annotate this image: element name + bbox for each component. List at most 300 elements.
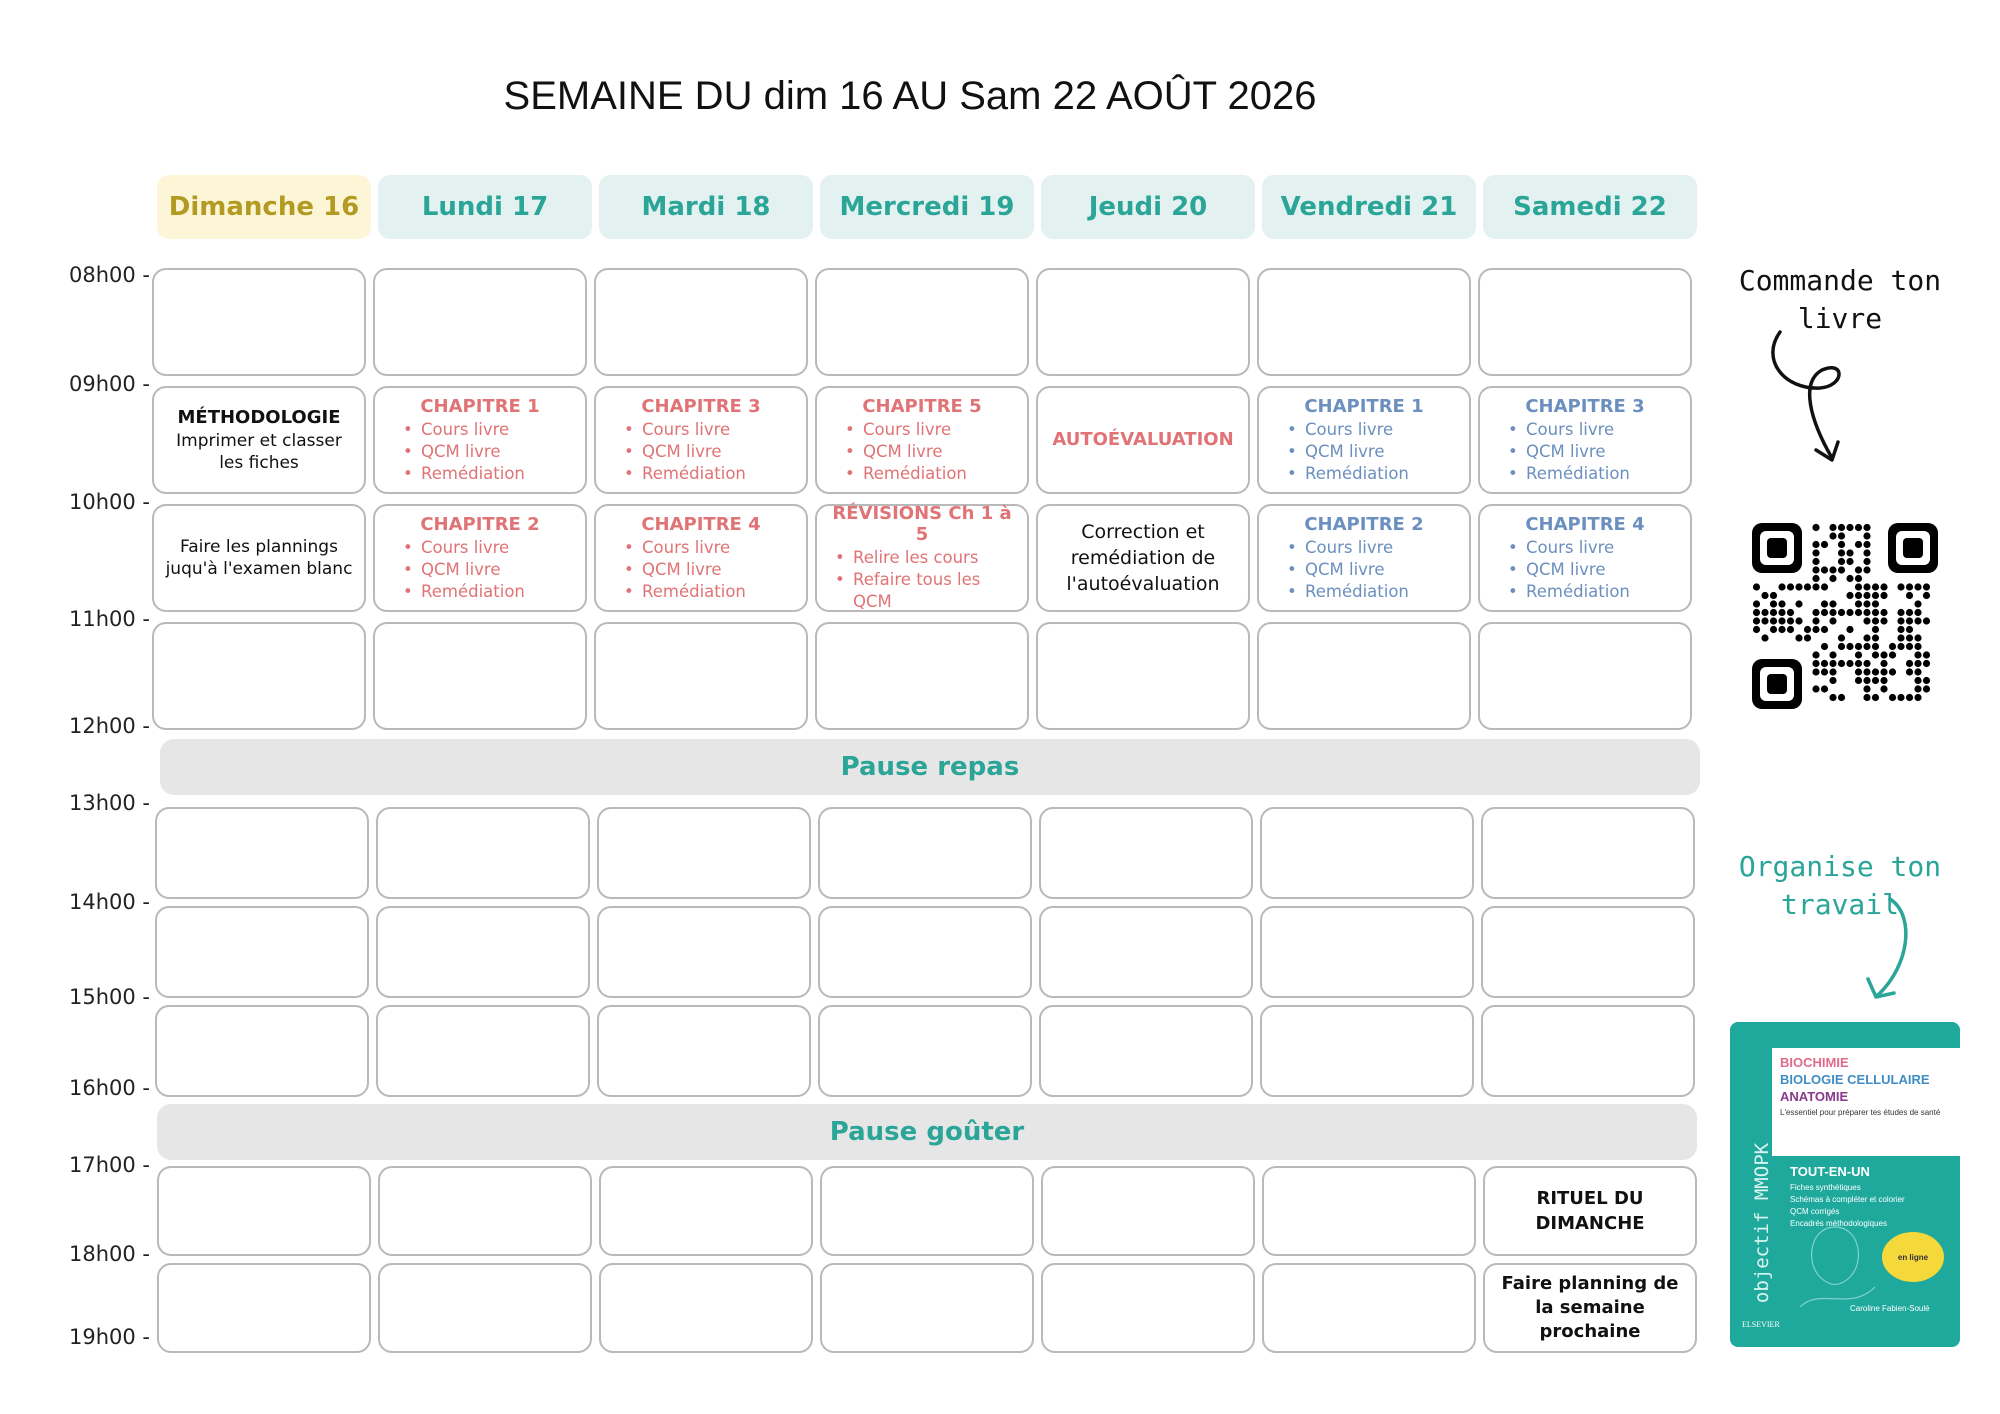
qr-module	[1812, 541, 1819, 548]
slot-monday-17h[interactable]	[378, 1166, 592, 1256]
qr-module	[1829, 651, 1836, 658]
qr-module	[1778, 617, 1785, 624]
slot-tuesday-10h[interactable]	[594, 504, 808, 612]
qr-module	[1872, 626, 1879, 633]
qr-module	[1829, 668, 1836, 675]
qr-module	[1863, 617, 1870, 624]
qr-module	[1872, 583, 1879, 590]
qr-module	[1855, 524, 1862, 531]
slot-text: Imprimer et classer les fiches	[176, 430, 342, 473]
slot-tuesday-14h[interactable]	[597, 906, 811, 998]
slot-thursday-09h[interactable]	[1036, 386, 1250, 494]
qr-module	[1906, 643, 1913, 650]
qr-module	[1821, 583, 1828, 590]
time-label: 08h00 -	[68, 263, 150, 287]
qr-module	[1914, 668, 1921, 675]
qr-module	[1812, 660, 1819, 667]
qr-module	[1770, 609, 1777, 616]
slot-friday-10h[interactable]	[1257, 504, 1471, 612]
day-header-tuesday: Mardi 18	[599, 175, 813, 239]
qr-module	[1863, 583, 1870, 590]
qr-module	[1872, 609, 1879, 616]
slot-tuesday-13h[interactable]	[597, 807, 811, 899]
time-label: 15h00 -	[68, 985, 150, 1009]
slot-saturday-14h[interactable]	[1481, 906, 1695, 998]
book-tagline: L'essentiel pour préparer tes études de santé	[1780, 1108, 1941, 1117]
qr-module	[1812, 524, 1819, 531]
slot-sunday-14h[interactable]	[155, 906, 369, 998]
slot-sunday-15h[interactable]	[155, 1005, 369, 1097]
qr-module	[1761, 609, 1768, 616]
slot-friday-17h[interactable]	[1262, 1166, 1476, 1256]
day-header-friday: Vendredi 21	[1262, 175, 1476, 239]
slot-saturday-15h[interactable]	[1481, 1005, 1695, 1097]
qr-module	[1863, 532, 1870, 539]
slot-friday-14h[interactable]	[1260, 906, 1474, 998]
slot-saturday-10h[interactable]	[1478, 504, 1692, 612]
qr-module	[1838, 532, 1845, 539]
book-cover[interactable]	[1730, 1022, 1960, 1347]
qr-module	[1829, 524, 1836, 531]
slot-monday-14h[interactable]	[376, 906, 590, 998]
task-item: • QCM livre	[403, 441, 575, 463]
qr-module	[1761, 617, 1768, 624]
task-item: • Relire les cours	[835, 547, 1017, 569]
lunch-break-bar: Pause repas	[160, 739, 1700, 795]
qr-module	[1770, 626, 1777, 633]
qr-module	[1846, 660, 1853, 667]
qr-code-icon[interactable]	[1752, 523, 1938, 709]
qr-module	[1889, 668, 1896, 675]
slot-title: CHAPITRE 2	[420, 513, 540, 535]
qr-module	[1863, 694, 1870, 701]
qr-module	[1855, 677, 1862, 684]
curly-arrow-icon	[1760, 330, 1870, 465]
qr-module	[1906, 617, 1913, 624]
qr-module	[1897, 609, 1904, 616]
time-label: 17h00 -	[68, 1153, 150, 1177]
slot-title: CHAPITRE 1	[1304, 395, 1424, 417]
slot-saturday-18h[interactable]	[1483, 1263, 1697, 1353]
slot-monday-13h[interactable]	[376, 807, 590, 899]
qr-module	[1821, 566, 1828, 573]
page-title: SEMAINE DU dim 16 AU Sam 22 AOÛT 2026	[503, 74, 1317, 118]
task-item: • Remédiation	[624, 581, 796, 603]
slot-sunday-09h[interactable]	[152, 386, 366, 494]
qr-module	[1778, 600, 1785, 607]
qr-module	[1855, 575, 1862, 582]
slot-wednesday-09h[interactable]	[815, 386, 1029, 494]
qr-module	[1923, 592, 1930, 599]
qr-module	[1778, 583, 1785, 590]
slot-thursday-13h[interactable]	[1039, 807, 1253, 899]
qr-module	[1753, 583, 1760, 590]
task-item: • Remédiation	[1287, 463, 1459, 485]
slot-monday-09h[interactable]	[373, 386, 587, 494]
slot-title: CHAPITRE 5	[862, 395, 982, 417]
qr-module	[1846, 626, 1853, 633]
qr-module	[1846, 643, 1853, 650]
qr-module	[1812, 668, 1819, 675]
qr-module	[1897, 634, 1904, 641]
qr-module	[1838, 609, 1845, 616]
slot-thursday-15h[interactable]	[1039, 1005, 1253, 1097]
qr-module	[1923, 660, 1930, 667]
qr-module	[1855, 609, 1862, 616]
snack-break-bar: Pause goûter	[157, 1104, 1697, 1160]
qr-module	[1855, 566, 1862, 573]
qr-module	[1838, 541, 1845, 548]
slot-title: CHAPITRE 1	[420, 395, 540, 417]
task-item: • QCM livre	[403, 559, 575, 581]
qr-module	[1906, 609, 1913, 616]
book-publisher: ELSEVIER	[1742, 1320, 1780, 1329]
qr-module	[1897, 583, 1904, 590]
qr-module	[1906, 694, 1913, 701]
qr-module	[1829, 566, 1836, 573]
qr-module	[1761, 634, 1768, 641]
slot-wednesday-11h[interactable]	[815, 622, 1029, 730]
task-item: • Cours livre	[1508, 419, 1680, 441]
time-label: 13h00 -	[68, 791, 150, 815]
slot-text: Faire les plannings juqu'à l'examen blanc	[165, 537, 353, 579]
qr-module	[1872, 668, 1879, 675]
time-label: 09h00 -	[68, 372, 150, 396]
time-label: 12h00 -	[68, 714, 150, 738]
qr-module	[1838, 634, 1845, 641]
qr-module	[1855, 583, 1862, 590]
qr-module	[1846, 524, 1853, 531]
task-item: • Remédiation	[403, 463, 575, 485]
slot-sunday-18h[interactable]	[157, 1263, 371, 1353]
day-header-saturday: Samedi 22	[1483, 175, 1697, 239]
task-item: • Remédiation	[1508, 581, 1680, 603]
slot-wednesday-08h[interactable]	[815, 268, 1029, 376]
qr-module	[1863, 609, 1870, 616]
task-item: • Cours livre	[845, 419, 1017, 441]
qr-module	[1889, 643, 1896, 650]
qr-module	[1897, 617, 1904, 624]
slot-thursday-11h[interactable]	[1036, 622, 1250, 730]
slot-friday-13h[interactable]	[1260, 807, 1474, 899]
qr-module	[1914, 677, 1921, 684]
qr-module	[1804, 583, 1811, 590]
slot-friday-15h[interactable]	[1260, 1005, 1474, 1097]
qr-module	[1872, 677, 1879, 684]
qr-module	[1863, 549, 1870, 556]
qr-module	[1872, 694, 1879, 701]
qr-module	[1846, 558, 1853, 565]
qr-module	[1778, 626, 1785, 633]
task-item: • QCM livre	[845, 441, 1017, 463]
qr-module	[1795, 617, 1802, 624]
slot-tuesday-17h[interactable]	[599, 1166, 813, 1256]
qr-module	[1812, 609, 1819, 616]
qr-module	[1872, 643, 1879, 650]
qr-module	[1872, 600, 1879, 607]
qr-module	[1880, 583, 1887, 590]
qr-module	[1753, 626, 1760, 633]
qr-module	[1863, 592, 1870, 599]
slot-friday-08h[interactable]	[1257, 268, 1471, 376]
qr-module	[1795, 600, 1802, 607]
task-item: • Remédiation	[1287, 581, 1459, 603]
book-subject: BIOLOGIE CELLULAIRE	[1780, 1072, 1930, 1087]
task-item: • Cours livre	[403, 419, 575, 441]
slot-sunday-08h[interactable]	[152, 268, 366, 376]
qr-module	[1880, 685, 1887, 692]
slot-saturday-11h[interactable]	[1478, 622, 1692, 730]
slot-monday-08h[interactable]	[373, 268, 587, 376]
qr-module	[1829, 617, 1836, 624]
qr-module	[1863, 660, 1870, 667]
qr-module	[1821, 600, 1828, 607]
qr-module	[1906, 592, 1913, 599]
qr-module	[1880, 651, 1887, 658]
slot-thursday-08h[interactable]	[1036, 268, 1250, 376]
slot-monday-15h[interactable]	[376, 1005, 590, 1097]
qr-module	[1906, 583, 1913, 590]
qr-module	[1863, 558, 1870, 565]
qr-module	[1821, 660, 1828, 667]
qr-module	[1753, 600, 1760, 607]
qr-module	[1872, 634, 1879, 641]
slot-tuesday-15h[interactable]	[597, 1005, 811, 1097]
qr-module	[1846, 575, 1853, 582]
qr-module	[1914, 643, 1921, 650]
slot-monday-18h[interactable]	[378, 1263, 592, 1353]
task-item: • Remédiation	[845, 463, 1017, 485]
task-item: • Remédiation	[1508, 463, 1680, 485]
qr-module	[1914, 583, 1921, 590]
qr-module	[1838, 694, 1845, 701]
qr-module	[1812, 549, 1819, 556]
slot-tuesday-09h[interactable]	[594, 386, 808, 494]
time-label: 18h00 -	[68, 1242, 150, 1266]
slot-title: RÉVISIONS Ch 1 à 5	[832, 503, 1012, 545]
qr-module	[1812, 566, 1819, 573]
qr-module	[1880, 677, 1887, 684]
slot-monday-11h[interactable]	[373, 622, 587, 730]
slot-tuesday-08h[interactable]	[594, 268, 808, 376]
qr-module	[1812, 626, 1819, 633]
slot-title: CHAPITRE 3	[1525, 395, 1645, 417]
task-item: • Cours livre	[1287, 419, 1459, 441]
qr-module	[1872, 617, 1879, 624]
order-book-label: Commande ton livre	[1738, 264, 1942, 335]
book-feature: Encadrés méthodologiques	[1790, 1219, 1887, 1228]
qr-module	[1829, 694, 1836, 701]
slot-thursday-17h[interactable]	[1041, 1166, 1255, 1256]
slot-wednesday-17h[interactable]	[820, 1166, 1034, 1256]
organise-work-label: Organise ton travail	[1738, 850, 1942, 921]
task-item: • QCM livre	[624, 559, 796, 581]
qr-module	[1821, 643, 1828, 650]
day-header-monday: Lundi 17	[378, 175, 592, 239]
qr-module	[1795, 583, 1802, 590]
qr-module	[1880, 660, 1887, 667]
qr-module	[1838, 660, 1845, 667]
slot-wednesday-14h[interactable]	[818, 906, 1032, 998]
slot-tuesday-18h[interactable]	[599, 1263, 813, 1353]
task-item: • Cours livre	[1508, 537, 1680, 559]
slot-wednesday-15h[interactable]	[818, 1005, 1032, 1097]
qr-module	[1914, 651, 1921, 658]
slot-wednesday-18h[interactable]	[820, 1263, 1034, 1353]
qr-module	[1829, 609, 1836, 616]
qr-module	[1863, 677, 1870, 684]
qr-module	[1863, 541, 1870, 548]
qr-module	[1914, 609, 1921, 616]
qr-module	[1829, 532, 1836, 539]
qr-module	[1906, 634, 1913, 641]
qr-module	[1863, 668, 1870, 675]
qr-module	[1923, 685, 1930, 692]
qr-module	[1804, 634, 1811, 641]
slot-wednesday-13h[interactable]	[818, 807, 1032, 899]
slot-sunday-13h[interactable]	[155, 807, 369, 899]
task-item: • Cours livre	[624, 537, 796, 559]
day-header-thursday: Jeudi 20	[1041, 175, 1255, 239]
qr-module	[1897, 626, 1904, 633]
time-label: 11h00 -	[68, 607, 150, 631]
qr-module	[1787, 609, 1794, 616]
slot-saturday-13h[interactable]	[1481, 807, 1695, 899]
qr-module	[1821, 541, 1828, 548]
slot-sunday-11h[interactable]	[152, 622, 366, 730]
qr-module	[1821, 609, 1828, 616]
qr-module	[1906, 668, 1913, 675]
slot-title: AUTOÉVALUATION	[1052, 428, 1234, 450]
qr-module	[1770, 617, 1777, 624]
qr-module	[1855, 541, 1862, 548]
book-feature: Schémas à compléter et colorier	[1790, 1195, 1905, 1204]
slot-thursday-18h[interactable]	[1041, 1263, 1255, 1353]
slot-title: CHAPITRE 4	[641, 513, 761, 535]
qr-module	[1872, 592, 1879, 599]
qr-module	[1838, 566, 1845, 573]
qr-module	[1787, 617, 1794, 624]
slot-friday-11h[interactable]	[1257, 622, 1471, 730]
qr-module	[1787, 583, 1794, 590]
qr-module	[1855, 600, 1862, 607]
slot-title: CHAPITRE 4	[1525, 513, 1645, 535]
qr-module	[1880, 617, 1887, 624]
task-item: • QCM livre	[1508, 441, 1680, 463]
qr-module	[1863, 634, 1870, 641]
slot-text: Correction et remédiation de l'autoévaluation	[1066, 521, 1220, 595]
task-item: • Remédiation	[624, 463, 796, 485]
qr-module	[1914, 685, 1921, 692]
book-subject: ANATOMIE	[1780, 1089, 1849, 1104]
qr-module	[1846, 549, 1853, 556]
qr-module	[1880, 668, 1887, 675]
time-label: 10h00 -	[68, 490, 150, 514]
task-item: • QCM livre	[624, 441, 796, 463]
qr-module	[1770, 600, 1777, 607]
qr-module	[1804, 626, 1811, 633]
day-header-sunday: Dimanche 16	[157, 175, 371, 239]
task-item: • Cours livre	[624, 419, 796, 441]
qr-module	[1795, 634, 1802, 641]
qr-module	[1880, 592, 1887, 599]
qr-module	[1829, 660, 1836, 667]
time-label: 14h00 -	[68, 890, 150, 914]
qr-module	[1812, 685, 1819, 692]
book-subject: BIOCHIMIE	[1780, 1055, 1849, 1070]
qr-module	[1829, 600, 1836, 607]
book-feature: QCM corrigés	[1790, 1207, 1840, 1216]
qr-module	[1889, 694, 1896, 701]
qr-module	[1923, 583, 1930, 590]
qr-module	[1855, 651, 1862, 658]
qr-module	[1872, 651, 1879, 658]
qr-module	[1812, 558, 1819, 565]
qr-module	[1829, 575, 1836, 582]
slot-wednesday-10h[interactable]	[815, 504, 1029, 612]
slot-text: Faire planning de la semaine prochaine	[1501, 1273, 1679, 1342]
task-item: • QCM livre	[1287, 441, 1459, 463]
qr-module	[1821, 626, 1828, 633]
book-header-box	[1772, 1048, 1960, 1156]
slot-saturday-09h[interactable]	[1478, 386, 1692, 494]
slot-monday-10h[interactable]	[373, 504, 587, 612]
book-label: TOUT-EN-UN	[1790, 1164, 1870, 1179]
slot-sunday-17h[interactable]	[157, 1166, 371, 1256]
qr-module	[1906, 626, 1913, 633]
slot-sunday-10h[interactable]	[152, 504, 366, 612]
task-item: • Refaire tous les QCM	[835, 569, 1017, 613]
slot-text: RITUEL DU DIMANCHE	[1535, 1188, 1645, 1234]
slot-saturday-17h[interactable]	[1483, 1166, 1697, 1256]
qr-module	[1838, 549, 1845, 556]
slot-tuesday-11h[interactable]	[594, 622, 808, 730]
qr-module	[1812, 617, 1819, 624]
slot-thursday-10h[interactable]	[1036, 504, 1250, 612]
qr-module	[1855, 668, 1862, 675]
qr-module	[1812, 575, 1819, 582]
qr-module	[1914, 694, 1921, 701]
book-series: objectif MMOPK	[1751, 1142, 1773, 1304]
qr-module	[1914, 660, 1921, 667]
qr-module	[1897, 694, 1904, 701]
qr-module	[1753, 617, 1760, 624]
task-item: • Cours livre	[403, 537, 575, 559]
qr-module	[1838, 643, 1845, 650]
qr-module	[1923, 617, 1930, 624]
task-item: • QCM livre	[1287, 559, 1459, 581]
qr-module	[1923, 677, 1930, 684]
qr-module	[1880, 609, 1887, 616]
qr-module	[1897, 643, 1904, 650]
book-feature: Fiches synthétiques	[1790, 1183, 1861, 1192]
qr-module	[1906, 660, 1913, 667]
slot-friday-09h[interactable]	[1257, 386, 1471, 494]
qr-module	[1846, 609, 1853, 616]
qr-module	[1923, 651, 1930, 658]
qr-module	[1821, 668, 1828, 675]
qr-module	[1863, 600, 1870, 607]
slot-saturday-08h[interactable]	[1478, 268, 1692, 376]
slot-thursday-14h[interactable]	[1039, 906, 1253, 998]
qr-module	[1863, 643, 1870, 650]
slot-title: CHAPITRE 3	[641, 395, 761, 417]
day-header-wednesday: Mercredi 19	[820, 175, 1034, 239]
qr-module	[1838, 524, 1845, 531]
slot-title: MÉTHODOLOGIE	[177, 406, 341, 428]
qr-module	[1829, 677, 1836, 684]
slot-friday-18h[interactable]	[1262, 1263, 1476, 1353]
